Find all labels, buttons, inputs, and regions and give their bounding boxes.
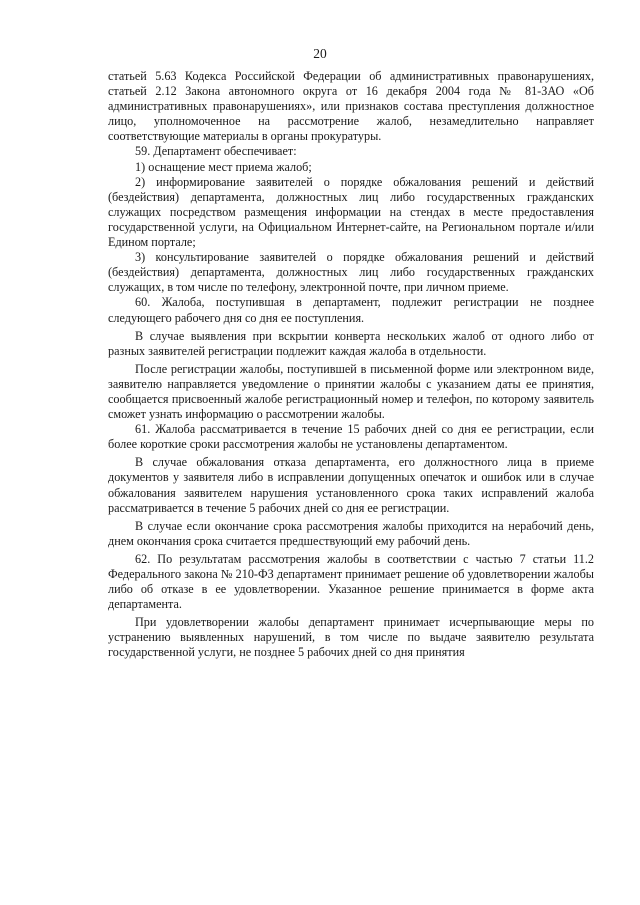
paragraph: 1) оснащение мест приема жалоб;: [135, 159, 312, 174]
paragraph: В случае если окончание срока рассмотрения жалобы приходится на нерабочий день, днем окончания срока считается предшествующий ему рабочий день.: [108, 518, 594, 548]
paragraph: 59. Департамент обеспечивает:: [135, 144, 297, 159]
paragraph: 61. Жалоба рассматривается в течение 15 рабочих дней со дня ее регистрации, если более короткие сроки рассмотрения жалобы не установлены департаментом.: [108, 422, 594, 452]
paragraph: 2) информирование заявителей о порядке обжалования решений и действий (бездействия) департамента, должностных лиц либо государственных гражданских служащих посредством размещения информации на стендах в месте предоставления государственной услуги, на Официальном Интернет-сайте, на Региональном портале и/или Едином портале;: [108, 174, 594, 250]
paragraph: После регистрации жалобы, поступившей в письменной форме или электронном виде, заявителю направляется уведомление о принятии жалобы с указанием даты ее принятия, сообщается присвоенный жалобе регистрационный номер и телефон, по которому заявитель сможет узнать информацию о рассмотрении жалобы.: [108, 361, 594, 422]
paragraph: 60. Жалоба, поступившая в департамент, подлежит регистрации не позднее следующего рабочего дня со дня ее поступления.: [108, 295, 594, 325]
paragraph: При удовлетворении жалобы департамент принимает исчерпывающие меры по устранению выявленных нарушений, в том числе по выдаче заявителю результата государственной услуги, не позднее 5 рабочих дней со дня принятия: [108, 615, 594, 660]
paragraph: статьей 5.63 Кодекса Российской Федерации об административных правонарушениях, статьей 2.12 Закона автономного округа от 16 декабря 2004 года № 81-ЗАО «Об административных правонарушениях», или признаков состава преступления должностное лицо, уполномоченное на рассмотрение жалоб, незамедлительно направляет соответствующие материалы в органы прокуратуры.: [108, 69, 594, 144]
paragraph: 3) консультирование заявителей о порядке обжалования решений и действий (бездействия) департамента, должностных лиц либо государственных гражданских служащих, в том числе по телефону, электронной почте, при личном приеме.: [108, 250, 594, 295]
page-number: 20: [313, 46, 327, 61]
document-body: [108, 69, 594, 661]
paragraph: В случае выявления при вскрытии конверта нескольких жалоб от одного либо от разных заявителей регистрации подлежит каждая жалоба в отдельности.: [108, 328, 594, 358]
paragraph: 62. По результатам рассмотрения жалобы в соответствии с частью 7 статьи 11.2 Федерального закона № 210-ФЗ департамент принимает решение об удовлетворении жалобы либо об отказе в ее удовлетворении. Указанное решение принимается в форме акта департамента.: [108, 551, 594, 612]
paragraph: В случае обжалования отказа департамента, его должностного лица в приеме документов у заявителя либо в исправлении допущенных опечаток и ошибок или в случае обжалования заявителем нарушения установленного срока таких исправлений жалоба рассматривается в течение 5 рабочих дней со дня ее регистрации.: [108, 455, 594, 515]
